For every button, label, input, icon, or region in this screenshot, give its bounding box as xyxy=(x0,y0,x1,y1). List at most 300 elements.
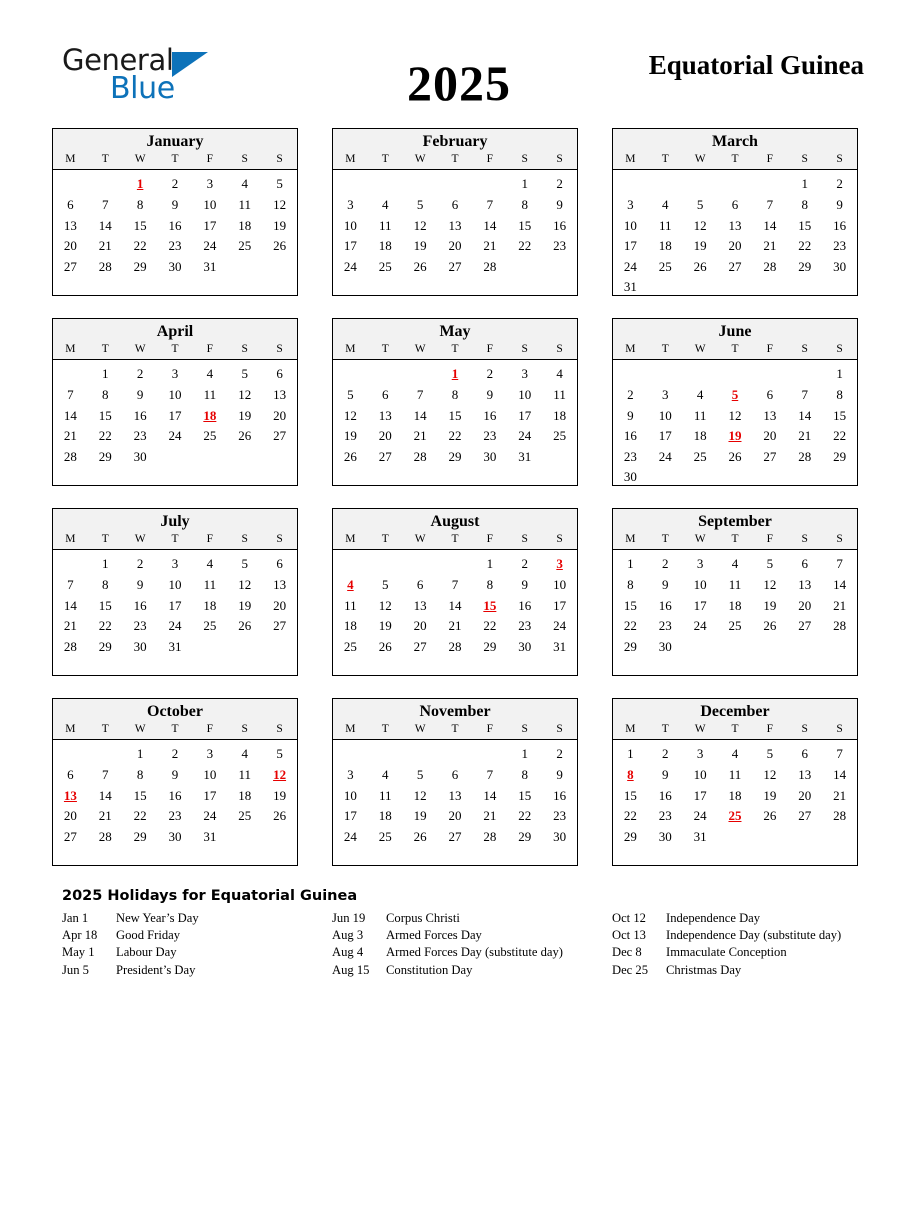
day-cell[interactable]: 25 xyxy=(693,448,707,464)
day-cell[interactable]: 8 xyxy=(136,766,144,782)
day-cell[interactable]: 2 xyxy=(662,556,669,572)
day-cell[interactable]: 8 xyxy=(627,576,634,592)
day-cell[interactable]: 24 xyxy=(168,428,182,444)
day-cell[interactable]: 24 xyxy=(693,808,707,824)
day-cell[interactable]: 17 xyxy=(623,238,637,254)
day-cell[interactable]: 22 xyxy=(448,428,462,444)
day-cell[interactable]: 20 xyxy=(378,428,392,444)
day-cell[interactable]: 26 xyxy=(238,618,252,634)
day-cell[interactable]: 7 xyxy=(102,196,109,212)
day-cell[interactable]: 22 xyxy=(623,808,637,824)
day-cell[interactable]: 21 xyxy=(483,808,497,824)
day-cell[interactable]: 14 xyxy=(798,407,812,423)
day-cell[interactable]: 22 xyxy=(518,808,532,824)
day-cell[interactable]: 3 xyxy=(627,196,634,212)
day-cell[interactable]: 10 xyxy=(553,576,567,592)
day-cell[interactable]: 10 xyxy=(658,407,672,423)
day-cell[interactable]: 30 xyxy=(658,828,672,844)
day-cell-holiday[interactable]: 18 xyxy=(203,407,217,423)
day-cell[interactable]: 23 xyxy=(553,238,567,254)
day-cell[interactable]: 10 xyxy=(203,196,217,212)
day-cell-holiday[interactable]: 15 xyxy=(483,597,497,613)
day-cell[interactable]: 13 xyxy=(413,597,427,613)
day-cell[interactable]: 6 xyxy=(382,386,389,402)
day-cell[interactable]: 13 xyxy=(448,787,462,803)
day-cell[interactable]: 26 xyxy=(378,638,392,654)
day-cell[interactable]: 8 xyxy=(521,196,528,212)
day-cell[interactable]: 26 xyxy=(238,428,252,444)
day-cell[interactable]: 11 xyxy=(238,196,251,212)
day-cell[interactable]: 11 xyxy=(728,576,742,592)
day-cell[interactable]: 22 xyxy=(98,428,112,444)
day-cell[interactable]: 28 xyxy=(763,258,777,274)
day-cell[interactable]: 23 xyxy=(658,618,672,634)
day-cell[interactable]: 2 xyxy=(136,366,144,382)
day-cell[interactable]: 21 xyxy=(833,597,847,613)
day-cell[interactable]: 16 xyxy=(168,217,182,233)
day-cell[interactable]: 24 xyxy=(518,428,532,444)
day-cell[interactable]: 3 xyxy=(696,556,704,572)
day-cell[interactable]: 1 xyxy=(486,556,494,572)
day-cell[interactable]: 10 xyxy=(343,217,357,233)
day-cell[interactable]: 26 xyxy=(763,618,777,634)
day-cell[interactable]: 6 xyxy=(801,746,808,762)
day-cell[interactable]: 6 xyxy=(451,196,459,212)
day-cell[interactable]: 13 xyxy=(728,217,742,233)
day-cell[interactable]: 27 xyxy=(273,428,287,444)
day-cell[interactable]: 31 xyxy=(623,279,637,295)
day-cell[interactable]: 2 xyxy=(556,746,563,762)
day-cell[interactable]: 23 xyxy=(553,808,567,824)
day-cell[interactable]: 12 xyxy=(693,217,707,233)
day-cell[interactable]: 23 xyxy=(168,238,182,254)
day-cell[interactable]: 12 xyxy=(413,217,427,233)
day-cell[interactable]: 15 xyxy=(133,787,147,803)
day-cell-holiday[interactable]: 13 xyxy=(63,787,77,803)
day-cell[interactable]: 18 xyxy=(238,787,252,803)
day-cell[interactable]: 25 xyxy=(203,618,217,634)
day-cell[interactable]: 2 xyxy=(171,176,179,192)
day-cell[interactable]: 5 xyxy=(766,556,774,572)
day-cell[interactable]: 5 xyxy=(382,576,389,592)
day-cell[interactable]: 31 xyxy=(203,828,217,844)
day-cell[interactable]: 13 xyxy=(763,407,777,423)
day-cell[interactable]: 1 xyxy=(521,746,528,762)
day-cell[interactable]: 19 xyxy=(238,597,252,613)
day-cell[interactable]: 6 xyxy=(801,556,808,572)
day-cell[interactable]: 17 xyxy=(658,428,672,444)
day-cell[interactable]: 23 xyxy=(623,448,637,464)
day-cell[interactable]: 20 xyxy=(273,597,287,613)
day-cell[interactable]: 11 xyxy=(203,386,217,402)
day-cell[interactable]: 14 xyxy=(483,217,497,233)
day-cell[interactable]: 25 xyxy=(238,238,252,254)
day-cell[interactable]: 10 xyxy=(623,217,637,233)
day-cell[interactable]: 24 xyxy=(623,258,637,274)
day-cell[interactable]: 26 xyxy=(413,828,427,844)
day-cell[interactable]: 13 xyxy=(798,766,812,782)
day-cell[interactable]: 28 xyxy=(63,448,77,464)
day-cell[interactable]: 20 xyxy=(413,618,427,634)
day-cell[interactable]: 14 xyxy=(483,787,497,803)
day-cell[interactable]: 24 xyxy=(658,448,672,464)
day-cell[interactable]: 8 xyxy=(801,196,808,212)
day-cell[interactable]: 1 xyxy=(521,176,528,192)
day-cell[interactable]: 17 xyxy=(168,597,182,613)
day-cell[interactable]: 27 xyxy=(448,828,462,844)
day-cell[interactable]: 12 xyxy=(238,576,252,592)
day-cell[interactable]: 3 xyxy=(206,176,214,192)
day-cell[interactable]: 27 xyxy=(728,258,742,274)
day-cell[interactable]: 19 xyxy=(273,217,287,233)
day-cell[interactable]: 3 xyxy=(171,556,179,572)
day-cell[interactable]: 27 xyxy=(273,618,287,634)
day-cell[interactable]: 3 xyxy=(206,746,214,762)
day-cell[interactable]: 12 xyxy=(273,196,287,212)
day-cell[interactable]: 17 xyxy=(343,238,357,254)
day-cell[interactable]: 18 xyxy=(693,428,707,444)
day-cell[interactable]: 21 xyxy=(98,238,112,254)
day-cell[interactable]: 16 xyxy=(133,597,147,613)
day-cell[interactable]: 31 xyxy=(168,638,182,654)
day-cell[interactable]: 19 xyxy=(413,238,427,254)
day-cell[interactable]: 8 xyxy=(521,766,528,782)
day-cell[interactable]: 4 xyxy=(382,766,389,782)
day-cell[interactable]: 21 xyxy=(98,808,112,824)
day-cell[interactable]: 10 xyxy=(203,766,217,782)
day-cell[interactable]: 14 xyxy=(448,597,462,613)
day-cell[interactable]: 23 xyxy=(133,618,147,634)
day-cell[interactable]: 18 xyxy=(343,618,357,634)
day-cell[interactable]: 7 xyxy=(766,196,774,212)
day-cell[interactable]: 27 xyxy=(448,258,462,274)
day-cell[interactable]: 28 xyxy=(413,448,427,464)
day-cell[interactable]: 30 xyxy=(518,638,532,654)
day-cell[interactable]: 9 xyxy=(521,576,528,592)
day-cell[interactable]: 11 xyxy=(659,217,672,233)
day-cell[interactable]: 15 xyxy=(798,217,812,233)
day-cell[interactable]: 10 xyxy=(343,787,357,803)
day-cell[interactable]: 21 xyxy=(448,618,462,634)
day-cell[interactable]: 19 xyxy=(763,787,777,803)
day-cell[interactable]: 15 xyxy=(448,407,462,423)
day-cell[interactable]: 21 xyxy=(798,428,812,444)
day-cell[interactable]: 25 xyxy=(553,428,567,444)
day-cell-holiday[interactable]: 19 xyxy=(728,428,742,444)
day-cell[interactable]: 9 xyxy=(662,766,669,782)
day-cell[interactable]: 21 xyxy=(63,618,77,634)
day-cell[interactable]: 16 xyxy=(483,407,497,423)
day-cell[interactable]: 7 xyxy=(486,766,494,782)
day-cell[interactable]: 8 xyxy=(836,386,843,402)
day-cell[interactable]: 28 xyxy=(98,828,112,844)
day-cell[interactable]: 9 xyxy=(136,386,144,402)
day-cell[interactable]: 1 xyxy=(836,366,843,382)
day-cell[interactable]: 16 xyxy=(658,597,672,613)
day-cell[interactable]: 6 xyxy=(276,366,283,382)
day-cell[interactable]: 12 xyxy=(763,576,777,592)
day-cell[interactable]: 1 xyxy=(102,556,109,572)
day-cell[interactable]: 22 xyxy=(623,618,637,634)
day-cell[interactable]: 17 xyxy=(168,407,182,423)
day-cell[interactable]: 1 xyxy=(801,176,808,192)
day-cell[interactable]: 24 xyxy=(168,618,182,634)
day-cell[interactable]: 5 xyxy=(696,196,704,212)
day-cell[interactable]: 9 xyxy=(556,766,563,782)
day-cell[interactable]: 18 xyxy=(378,808,392,824)
day-cell[interactable]: 7 xyxy=(801,386,808,402)
day-cell[interactable]: 5 xyxy=(416,196,424,212)
day-cell[interactable]: 1 xyxy=(627,746,634,762)
day-cell[interactable]: 7 xyxy=(451,576,459,592)
day-cell[interactable]: 30 xyxy=(658,638,672,654)
day-cell[interactable]: 21 xyxy=(483,238,497,254)
day-cell[interactable]: 31 xyxy=(203,258,217,274)
day-cell[interactable]: 29 xyxy=(133,258,147,274)
day-cell[interactable]: 8 xyxy=(102,386,109,402)
day-cell-holiday[interactable]: 12 xyxy=(273,766,287,782)
day-cell[interactable]: 20 xyxy=(728,238,742,254)
day-cell[interactable]: 12 xyxy=(728,407,742,423)
day-cell[interactable]: 25 xyxy=(728,618,742,634)
day-cell[interactable]: 11 xyxy=(203,576,217,592)
day-cell[interactable]: 31 xyxy=(693,828,707,844)
day-cell[interactable]: 1 xyxy=(627,556,634,572)
day-cell[interactable]: 29 xyxy=(133,828,147,844)
day-cell[interactable]: 10 xyxy=(168,576,182,592)
day-cell[interactable]: 11 xyxy=(553,386,566,402)
day-cell[interactable]: 9 xyxy=(486,386,494,402)
day-cell[interactable]: 12 xyxy=(238,386,252,402)
day-cell[interactable]: 11 xyxy=(379,217,392,233)
day-cell[interactable]: 2 xyxy=(171,746,179,762)
day-cell[interactable]: 13 xyxy=(273,576,287,592)
day-cell[interactable]: 6 xyxy=(67,766,74,782)
day-cell[interactable]: 18 xyxy=(658,238,672,254)
day-cell[interactable]: 15 xyxy=(518,217,532,233)
day-cell[interactable]: 14 xyxy=(763,217,777,233)
day-cell[interactable]: 4 xyxy=(731,556,739,572)
day-cell[interactable]: 8 xyxy=(451,386,459,402)
day-cell[interactable]: 23 xyxy=(483,428,497,444)
day-cell[interactable]: 18 xyxy=(238,217,252,233)
day-cell-holiday[interactable]: 1 xyxy=(136,176,144,192)
day-cell[interactable]: 23 xyxy=(658,808,672,824)
day-cell[interactable]: 17 xyxy=(203,217,217,233)
day-cell[interactable]: 18 xyxy=(378,238,392,254)
day-cell[interactable]: 14 xyxy=(833,576,847,592)
day-cell[interactable]: 2 xyxy=(521,556,528,572)
day-cell[interactable]: 25 xyxy=(378,828,392,844)
day-cell[interactable]: 6 xyxy=(451,766,459,782)
day-cell[interactable]: 18 xyxy=(203,597,217,613)
day-cell[interactable]: 26 xyxy=(343,448,357,464)
day-cell[interactable]: 29 xyxy=(98,448,112,464)
day-cell[interactable]: 22 xyxy=(133,808,147,824)
day-cell[interactable]: 26 xyxy=(413,258,427,274)
day-cell[interactable]: 8 xyxy=(102,576,109,592)
day-cell[interactable]: 14 xyxy=(98,787,112,803)
day-cell[interactable]: 21 xyxy=(763,238,777,254)
day-cell[interactable]: 28 xyxy=(833,808,847,824)
day-cell[interactable]: 28 xyxy=(483,258,497,274)
day-cell[interactable]: 13 xyxy=(273,386,287,402)
day-cell[interactable]: 9 xyxy=(171,766,179,782)
day-cell[interactable]: 13 xyxy=(798,576,812,592)
day-cell[interactable]: 14 xyxy=(98,217,112,233)
day-cell[interactable]: 25 xyxy=(238,808,252,824)
day-cell[interactable]: 18 xyxy=(553,407,567,423)
day-cell[interactable]: 12 xyxy=(378,597,392,613)
day-cell[interactable]: 30 xyxy=(833,258,847,274)
day-cell[interactable]: 5 xyxy=(241,556,248,572)
day-cell[interactable]: 18 xyxy=(728,787,742,803)
day-cell[interactable]: 4 xyxy=(206,556,214,572)
day-cell[interactable]: 22 xyxy=(98,618,112,634)
day-cell[interactable]: 26 xyxy=(693,258,707,274)
day-cell[interactable]: 27 xyxy=(798,618,812,634)
day-cell[interactable]: 28 xyxy=(833,618,847,634)
day-cell[interactable]: 6 xyxy=(731,196,739,212)
day-cell[interactable]: 7 xyxy=(486,196,494,212)
day-cell[interactable]: 22 xyxy=(518,238,532,254)
day-cell[interactable]: 26 xyxy=(728,448,742,464)
day-cell[interactable]: 3 xyxy=(696,746,704,762)
day-cell[interactable]: 16 xyxy=(133,407,147,423)
day-cell[interactable]: 11 xyxy=(693,407,707,423)
day-cell[interactable]: 28 xyxy=(63,638,77,654)
day-cell[interactable]: 14 xyxy=(63,407,77,423)
day-cell[interactable]: 4 xyxy=(241,176,248,192)
day-cell[interactable]: 9 xyxy=(136,576,144,592)
day-cell[interactable]: 16 xyxy=(623,428,637,444)
day-cell[interactable]: 20 xyxy=(448,808,462,824)
day-cell[interactable]: 16 xyxy=(518,597,532,613)
day-cell[interactable]: 19 xyxy=(378,618,392,634)
day-cell[interactable]: 30 xyxy=(168,258,182,274)
day-cell[interactable]: 27 xyxy=(63,258,77,274)
day-cell-holiday[interactable]: 25 xyxy=(728,808,742,824)
day-cell[interactable]: 28 xyxy=(798,448,812,464)
day-cell[interactable]: 7 xyxy=(102,766,109,782)
day-cell[interactable]: 21 xyxy=(63,428,77,444)
day-cell[interactable]: 1 xyxy=(102,366,109,382)
day-cell[interactable]: 5 xyxy=(766,746,774,762)
day-cell[interactable]: 19 xyxy=(763,597,777,613)
day-cell[interactable]: 22 xyxy=(833,428,847,444)
day-cell[interactable]: 4 xyxy=(696,386,704,402)
day-cell-holiday[interactable]: 8 xyxy=(627,766,634,782)
day-cell[interactable]: 3 xyxy=(521,366,528,382)
day-cell[interactable]: 15 xyxy=(98,407,112,423)
day-cell[interactable]: 20 xyxy=(798,787,812,803)
day-cell-holiday[interactable]: 5 xyxy=(731,386,739,402)
day-cell[interactable]: 4 xyxy=(241,746,248,762)
day-cell[interactable]: 11 xyxy=(728,766,742,782)
day-cell[interactable]: 16 xyxy=(553,787,567,803)
day-cell[interactable]: 17 xyxy=(553,597,567,613)
day-cell[interactable]: 2 xyxy=(627,386,634,402)
day-cell[interactable]: 24 xyxy=(693,618,707,634)
day-cell[interactable]: 24 xyxy=(553,618,567,634)
day-cell[interactable]: 5 xyxy=(276,176,283,192)
day-cell[interactable]: 3 xyxy=(347,196,354,212)
day-cell[interactable]: 19 xyxy=(693,238,707,254)
day-cell[interactable]: 28 xyxy=(448,638,462,654)
day-cell[interactable]: 27 xyxy=(413,638,427,654)
day-cell[interactable]: 5 xyxy=(416,766,424,782)
day-cell[interactable]: 4 xyxy=(382,196,389,212)
day-cell[interactable]: 7 xyxy=(836,556,843,572)
day-cell[interactable]: 21 xyxy=(833,787,847,803)
day-cell-holiday[interactable]: 4 xyxy=(347,576,354,592)
day-cell[interactable]: 3 xyxy=(347,766,354,782)
day-cell[interactable]: 14 xyxy=(63,597,77,613)
day-cell[interactable]: 16 xyxy=(833,217,847,233)
day-cell[interactable]: 19 xyxy=(238,407,252,423)
day-cell[interactable]: 30 xyxy=(133,448,147,464)
day-cell[interactable]: 15 xyxy=(518,787,532,803)
day-cell[interactable]: 25 xyxy=(203,428,217,444)
day-cell[interactable]: 9 xyxy=(836,196,843,212)
day-cell[interactable]: 6 xyxy=(276,556,283,572)
day-cell[interactable]: 27 xyxy=(63,828,77,844)
day-cell[interactable]: 13 xyxy=(448,217,462,233)
day-cell[interactable]: 20 xyxy=(448,238,462,254)
day-cell[interactable]: 29 xyxy=(623,828,637,844)
day-cell[interactable]: 16 xyxy=(553,217,567,233)
day-cell[interactable]: 13 xyxy=(63,217,77,233)
day-cell[interactable]: 29 xyxy=(623,638,637,654)
day-cell[interactable]: 28 xyxy=(98,258,112,274)
day-cell[interactable]: 3 xyxy=(662,386,669,402)
day-cell[interactable]: 7 xyxy=(67,386,74,402)
day-cell[interactable]: 30 xyxy=(133,638,147,654)
day-cell[interactable]: 29 xyxy=(483,638,497,654)
day-cell[interactable]: 5 xyxy=(347,386,354,402)
day-cell[interactable]: 14 xyxy=(833,766,847,782)
day-cell[interactable]: 29 xyxy=(798,258,812,274)
day-cell[interactable]: 27 xyxy=(378,448,392,464)
day-cell[interactable]: 2 xyxy=(556,176,563,192)
day-cell[interactable]: 7 xyxy=(67,576,74,592)
day-cell[interactable]: 29 xyxy=(98,638,112,654)
day-cell[interactable]: 24 xyxy=(203,808,217,824)
day-cell[interactable]: 22 xyxy=(133,238,147,254)
day-cell[interactable]: 10 xyxy=(168,386,182,402)
day-cell[interactable]: 4 xyxy=(556,366,563,382)
day-cell[interactable]: 4 xyxy=(662,196,669,212)
day-cell[interactable]: 17 xyxy=(693,597,707,613)
day-cell[interactable]: 29 xyxy=(833,448,847,464)
day-cell[interactable]: 15 xyxy=(133,217,147,233)
day-cell[interactable]: 19 xyxy=(413,808,427,824)
day-cell[interactable]: 17 xyxy=(693,787,707,803)
day-cell[interactable]: 7 xyxy=(416,386,424,402)
day-cell[interactable]: 29 xyxy=(448,448,462,464)
day-cell[interactable]: 9 xyxy=(171,196,179,212)
day-cell[interactable]: 5 xyxy=(241,366,248,382)
day-cell[interactable]: 22 xyxy=(798,238,812,254)
day-cell[interactable]: 29 xyxy=(518,828,532,844)
day-cell[interactable]: 9 xyxy=(627,407,634,423)
day-cell[interactable]: 23 xyxy=(133,428,147,444)
day-cell[interactable]: 30 xyxy=(168,828,182,844)
day-cell[interactable]: 11 xyxy=(238,766,251,782)
day-cell[interactable]: 15 xyxy=(833,407,847,423)
day-cell[interactable]: 12 xyxy=(413,787,427,803)
day-cell[interactable]: 19 xyxy=(273,787,287,803)
